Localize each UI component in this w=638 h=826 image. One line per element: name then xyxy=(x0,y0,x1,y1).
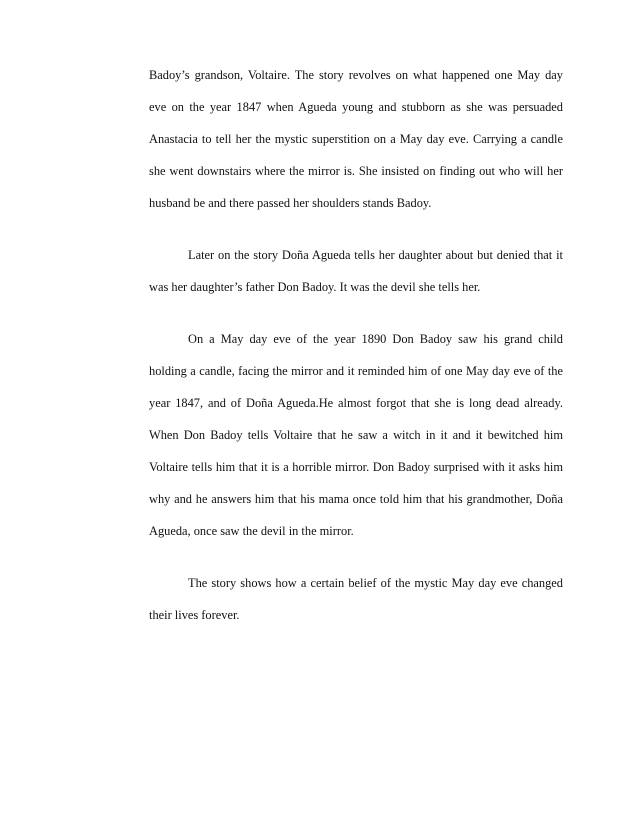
paragraph-1-line-1: Badoy’s grandson, Voltaire. The story revolves on what happened one May day xyxy=(149,68,563,82)
paragraph-3-line-3: year 1847, and of Doña Agueda.He almost forgot that she is long dead already. xyxy=(149,396,563,410)
paragraph-3-line-5: Voltaire tells him that it is a horrible mirror. Don Badoy surprised with it asks him xyxy=(149,460,563,474)
paragraph-3-line-6: why and he answers him that his mama once told him that his grandmother, Doña xyxy=(149,492,563,506)
paragraph-3-line-7: Agueda, once saw the devil in the mirror. xyxy=(149,524,354,538)
paragraph-1-line-2: eve on the year 1847 when Agueda young and stubborn as she was persuaded xyxy=(149,100,563,114)
paragraph-3-line-4: When Don Badoy tells Voltaire that he saw a witch in it and it bewitched him xyxy=(149,428,563,442)
paragraph-4-line-2: their lives forever. xyxy=(149,608,240,622)
paragraph-1-line-4: she went downstairs where the mirror is. She insisted on finding out who will her xyxy=(149,164,563,178)
paragraph-3-line-1: On a May day eve of the year 1890 Don Badoy saw his grand child xyxy=(188,332,563,346)
paragraph-1-line-3: Anastacia to tell her the mystic superstition on a May day eve. Carrying a candle xyxy=(149,132,563,146)
paragraph-4-line-1: The story shows how a certain belief of the mystic May day eve changed xyxy=(188,576,563,590)
paragraph-2-line-1: Later on the story Doña Agueda tells her daughter about but denied that it xyxy=(188,248,563,262)
paragraph-3-line-2: holding a candle, facing the mirror and it reminded him of one May day eve of the xyxy=(149,364,563,378)
paragraph-1-line-5: husband be and there passed her shoulders stands Badoy. xyxy=(149,196,432,210)
paragraph-2-line-2: was her daughter’s father Don Badoy. It was the devil she tells her. xyxy=(149,280,481,294)
